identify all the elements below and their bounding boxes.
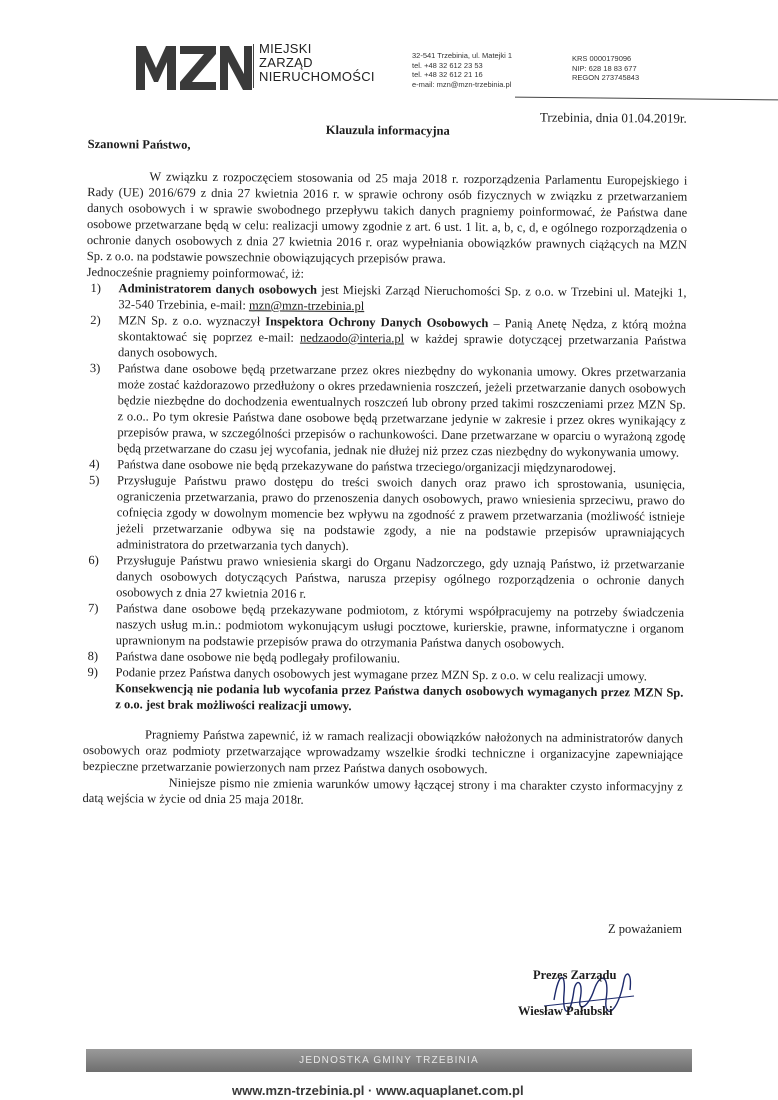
intro-paragraph: W związku z rozpoczęciem stosowania od 25 maja 2018 r. rozporządzenia Parlamentu Europejskiego i Rady (UE) 2016/679 z dnia 27 kwietnia 2016 r. w sprawie ochrony osób fizycznych w związku z przetwarzaniem danych osobowych i w sprawie swobodnego przepływu takich danych pragniemy poinformować, że Państwa dane osobowe przetwarzane będą w celu: realizacji umowy zgodnie z art. 6 ust. 1 lit. a, b, c, d, e ogólnego rozporządzenia o ochronie danych osobowych z dnia 27 kwietnia 2016 r. oraz wypełniania obowiązków prawnych ciążących na MZN Sp. z o.o. na podstawie powszechnie obowiązujących przepisów prawa. <box>86 169 688 266</box>
regards: Z poważaniem <box>608 922 682 936</box>
list-item <box>86 312 686 365</box>
lead-sentence: Jednocześnie pragniemy poinformować, iż: <box>86 264 305 281</box>
mzn-logo <box>136 42 252 92</box>
list-number: 7) <box>88 601 99 616</box>
closing-paragraph: Niniejsze pismo nie zmienia warunków umowy łączącej strony i ma charakter czysto informacyjny z datą wejścia w życie od dnia 25 maja 2018r. <box>82 775 683 807</box>
logo-divider <box>253 44 254 88</box>
logo-wordmark <box>259 42 375 84</box>
item-bold: Konsekwencją nie podania lub wycofania przez Państwa danych osobowych wymaganych przez MZN Sp. z o.o. jest brak możliwości realizacji umowy. <box>115 681 684 714</box>
nip-line: NIP: 628 18 83 677 <box>572 63 637 73</box>
signatory-role: Prezes Zarządu <box>533 968 617 982</box>
logo-word: NIERUCHOMOŚCI <box>259 69 375 84</box>
phone-line: tel. +48 32 612 21 16 <box>412 70 483 80</box>
address-line: 32-541 Trzebinia, ul. Matejki 1 <box>412 51 513 60</box>
list-item <box>84 552 684 605</box>
list-number: 9) <box>87 665 99 680</box>
list-item <box>85 360 686 461</box>
list-number: 8) <box>87 649 99 664</box>
footer-band-text: JEDNOSTKA GMINY TRZEBINIA <box>299 1055 479 1066</box>
list-number: 3) <box>89 361 101 376</box>
closing-paragraph: Pragniemy Państwa zapewnić, iż w ramach realizacji obowiązków nałożonych na administratorów danych osobowych oraz podmioty przetwarzające wprowadzamy wszelkie środki techniczne i organizacyjne zapewniające bezpieczne przetwarzanie powierzonych nam przez Państwa danych osobowych. <box>82 727 684 777</box>
item-text: – Panią Anetę Nędza, z którą można skontaktować się poprzez e-mail: <box>118 316 687 345</box>
list-number: 1) <box>90 281 102 296</box>
salutation: Szanowni Państwo, <box>87 136 191 152</box>
item-text: Państwa dane osobowe będą przekazywane podmiotom, z którymi współpracujemy na potrzeby świadczenia naszych usług m.in.: podmiotom wykonującym usługi pocztowe, kurierskie, prawne, informatyczne i organom uprawnionym na podstawie przepisów prawa do otrzymania Państwa danych osobowych. <box>115 601 685 651</box>
list-number: 4) <box>89 457 100 472</box>
item-text: Państwa dane osobowe nie będą przekazywane do państwa trzeciego/organizacji międzynarodowej. <box>117 457 617 476</box>
letter-content <box>83 168 688 811</box>
item-bold: Administratorem danych osobowych <box>118 281 318 297</box>
phone-line: tel. +48 32 612 23 53 <box>412 60 483 70</box>
list-item <box>84 472 685 557</box>
list-item <box>83 664 683 717</box>
item-bold: Inspektora Ochrony Danych Osobowych <box>265 314 489 331</box>
logo-word: MIEJSKI <box>259 41 312 56</box>
list-number: 2) <box>90 313 101 328</box>
letter-body <box>82 106 688 807</box>
list-item <box>84 600 684 653</box>
list-number: 6) <box>88 553 99 568</box>
item-text: MZN Sp. z o.o. wyznaczył <box>118 313 266 329</box>
item-text: Podanie przez Państwa danych osobowych jest wymagane przez MZN Sp. z o.o. w celu realizacji umowy. <box>115 665 647 684</box>
item-text: jest Miejski Zarząd Nieruchomości Sp. z o.o. w Trzebini ul. Matejki 1, 32-540 Trzebinia, e-mail: <box>118 282 687 313</box>
footer-websites[interactable]: www.mzn-trzebinia.pl · www.aquaplanet.com.pl <box>232 1083 524 1098</box>
list-item <box>86 280 686 317</box>
regon-line: REGON 273745843 <box>572 73 640 83</box>
email-link[interactable]: mzn@mzn-trzebinia.pl <box>248 298 365 314</box>
company-address <box>412 51 512 89</box>
letter-title: Klauzula informacyjna <box>325 122 450 138</box>
info-list <box>83 280 686 717</box>
item-text: Państwa dane osobowe będą przetwarzane przez okres niezbędny do wykonania umowy. Okres przetwarzania może zostać każdorazowo przedłużony o okres przedawnienia roszczeń, jeżeli przetwarzanie danych osobowych będzie niezbędne do dochodzenia ewentualnych roszczeń lub obrony przed takimi roszczeniami przez MZN Sp. z o.o.. Po tym okresie Państwa dane osobowe będą przetwarzane jedynie w zakresie i przez okres wynikający z przepisów prawa, w szczególności przepisów o rachunkowości. Dane przetwarzane w oparciu o wyrażoną zgodę będą przetwarzane do czasu jej wycofania, jednak nie dłużej niż przez czas niezbędny do wykonywania umowy. <box>117 361 686 460</box>
item-text: w każdej sprawie dotyczącej przetwarzania Państwa danych osobowych. <box>118 331 687 361</box>
company-registry <box>572 54 639 83</box>
krs-line: KRS 0000179096 <box>572 54 632 63</box>
letter-date: Trzebinia, dnia 01.04.2019r. <box>539 109 687 126</box>
item-text: Państwa dane osobowe nie będą podlegały profilowaniu. <box>115 649 401 666</box>
signatory-name: Wiesław Pałubski <box>518 1004 613 1018</box>
email-line: e-mail: mzn@mzn-trzebinia.pl <box>412 79 512 89</box>
header-rule <box>515 97 778 101</box>
item-text: Przysługuje Państwu prawo wniesienia skargi do Organu Nadzorczego, gdy uznają Państwo, iż przetwarzanie danych osobowych dotyczących Państwa, narusza przepisy ogólnego rozporządzenia o ochronie danych osobowych z dnia 27 kwietnia 2016 r. <box>116 553 685 601</box>
logo-word: ZARZĄD <box>259 55 313 70</box>
email-link[interactable]: nedzaodo@interia.pl <box>299 330 405 346</box>
list-number: 5) <box>89 473 100 488</box>
footer-band <box>86 1049 692 1072</box>
item-text: Przysługuje Państwu prawo dostępu do treści swoich danych oraz prawo ich sprostowania, usunięcia, ograniczenia przetwarzania, prawo do przenoszenia danych osobowych, prawo wniesienia sprzeciwu, prawo do cofnięcia zgody w dowolnym momencie bez wpływu na zgodność z prawem przetwarzania (możliwość istnieje jeżeli przetwarzanie odbywa się na podstawie zgody, a nie na podstawie przepisów uprawniających administratora do przetwarzania tych danych). <box>116 473 686 554</box>
